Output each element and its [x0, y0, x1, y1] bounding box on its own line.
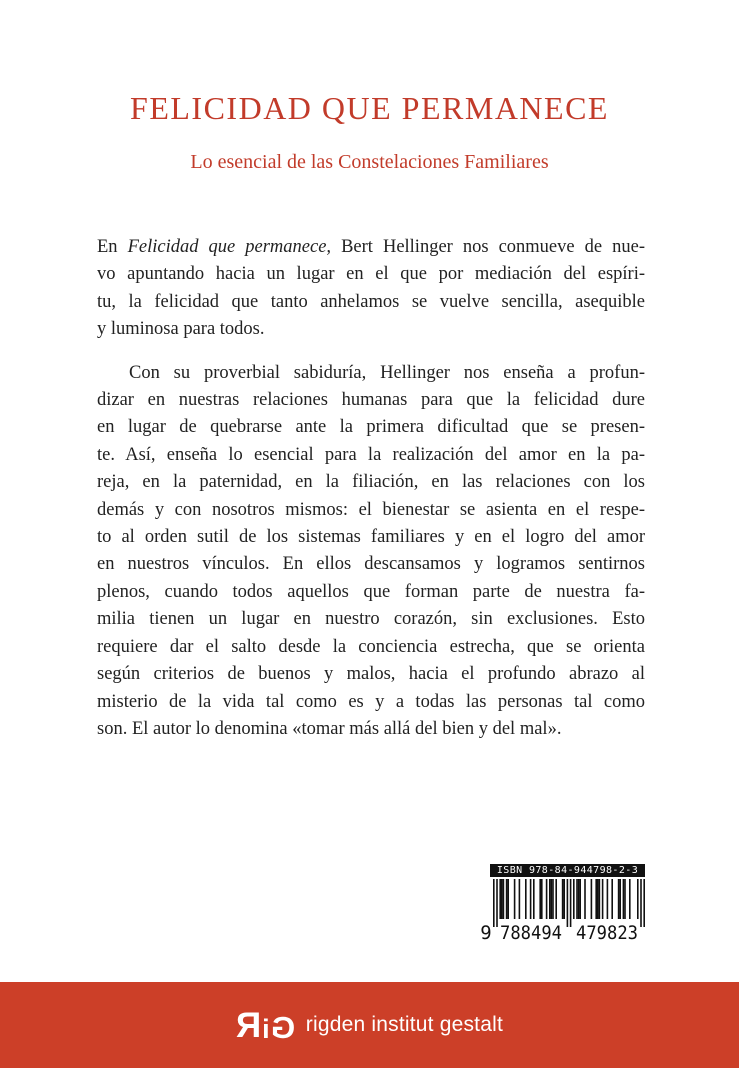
svg-text:788494: 788494	[500, 922, 562, 944]
synopsis-line: en nuestros vínculos. En ellos descansamos y logramos sentirnos	[97, 554, 645, 575]
synopsis-line: Con su proverbial sabiduría, Hellinger nos enseña a profun-	[129, 362, 645, 383]
synopsis-paragraph-1	[97, 234, 645, 344]
logo-mark-reversed-r: Я	[235, 1005, 262, 1045]
synopsis-paragraph-2	[97, 360, 645, 744]
synopsis-line: te. Así, enseña lo esencial para la realización del amor en la pa-	[97, 444, 645, 465]
synopsis-line: vo apuntando hacia un lugar en el que por mediación del espíri-	[97, 264, 645, 285]
synopsis-line: plenos, cuando todos aquellos que forman parte de nuestra fa-	[97, 581, 645, 602]
svg-text:479823: 479823	[576, 922, 638, 944]
synopsis-line: En Felicidad que permanece, Bert Hellinger nos conmueve de nue-	[97, 237, 645, 257]
isbn-barcode-block	[479, 864, 645, 945]
synopsis-line: tu, la felicidad que tanto anhelamos se vuelve sencilla, asequible	[97, 291, 645, 312]
synopsis-line: demás y con nosotros mismos: el bienestar se asienta en el respe-	[97, 499, 645, 520]
synopsis-line: reja, en la paternidad, en la filiación, en las relaciones con los	[97, 472, 645, 493]
ean13-barcode-icon	[479, 879, 645, 945]
synopsis-line: milia tienen un lugar en nuestro corazón, sin exclusiones. Esto	[97, 609, 645, 630]
synopsis-line: to al orden sutil de los sistemas familiares y en el logro del amor	[97, 527, 645, 548]
synopsis-line: son. El autor lo denomina «tomar más allá del bien y del mal».	[97, 718, 562, 739]
book-subtitle: Lo esencial de las Constelaciones Familiares	[190, 151, 549, 173]
synopsis-text	[97, 234, 645, 743]
publisher-band	[0, 982, 739, 1068]
synopsis-line: requiere dar el salto desde la conciencia estrecha, que se orienta	[97, 636, 645, 657]
isbn-label: ISBN 978-84-944798-2-3	[490, 864, 645, 877]
svg-text:9: 9	[480, 922, 492, 944]
logo-mark-mirrored-g: G	[270, 1009, 295, 1045]
publisher-logo	[235, 1005, 503, 1045]
publisher-logo-icon	[235, 1005, 295, 1045]
publisher-name: rigden institut gestalt	[305, 1013, 503, 1036]
synopsis-line: según criterios de buenos y malos, hacia el profundo abrazo al	[97, 664, 645, 685]
synopsis-line: dizar en nuestras relaciones humanas para que la felicidad dure	[97, 390, 645, 411]
synopsis-line: en lugar de quebrarse ante la primera dificultad que se presen-	[97, 417, 645, 438]
synopsis-line: misterio de la vida tal como es y a todas las personas tal como	[97, 691, 645, 712]
book-title: FELICIDAD QUE PERMANECE	[130, 90, 609, 126]
synopsis-line: y luminosa para todos.	[97, 319, 265, 340]
logo-mark-i: i	[262, 1013, 270, 1044]
